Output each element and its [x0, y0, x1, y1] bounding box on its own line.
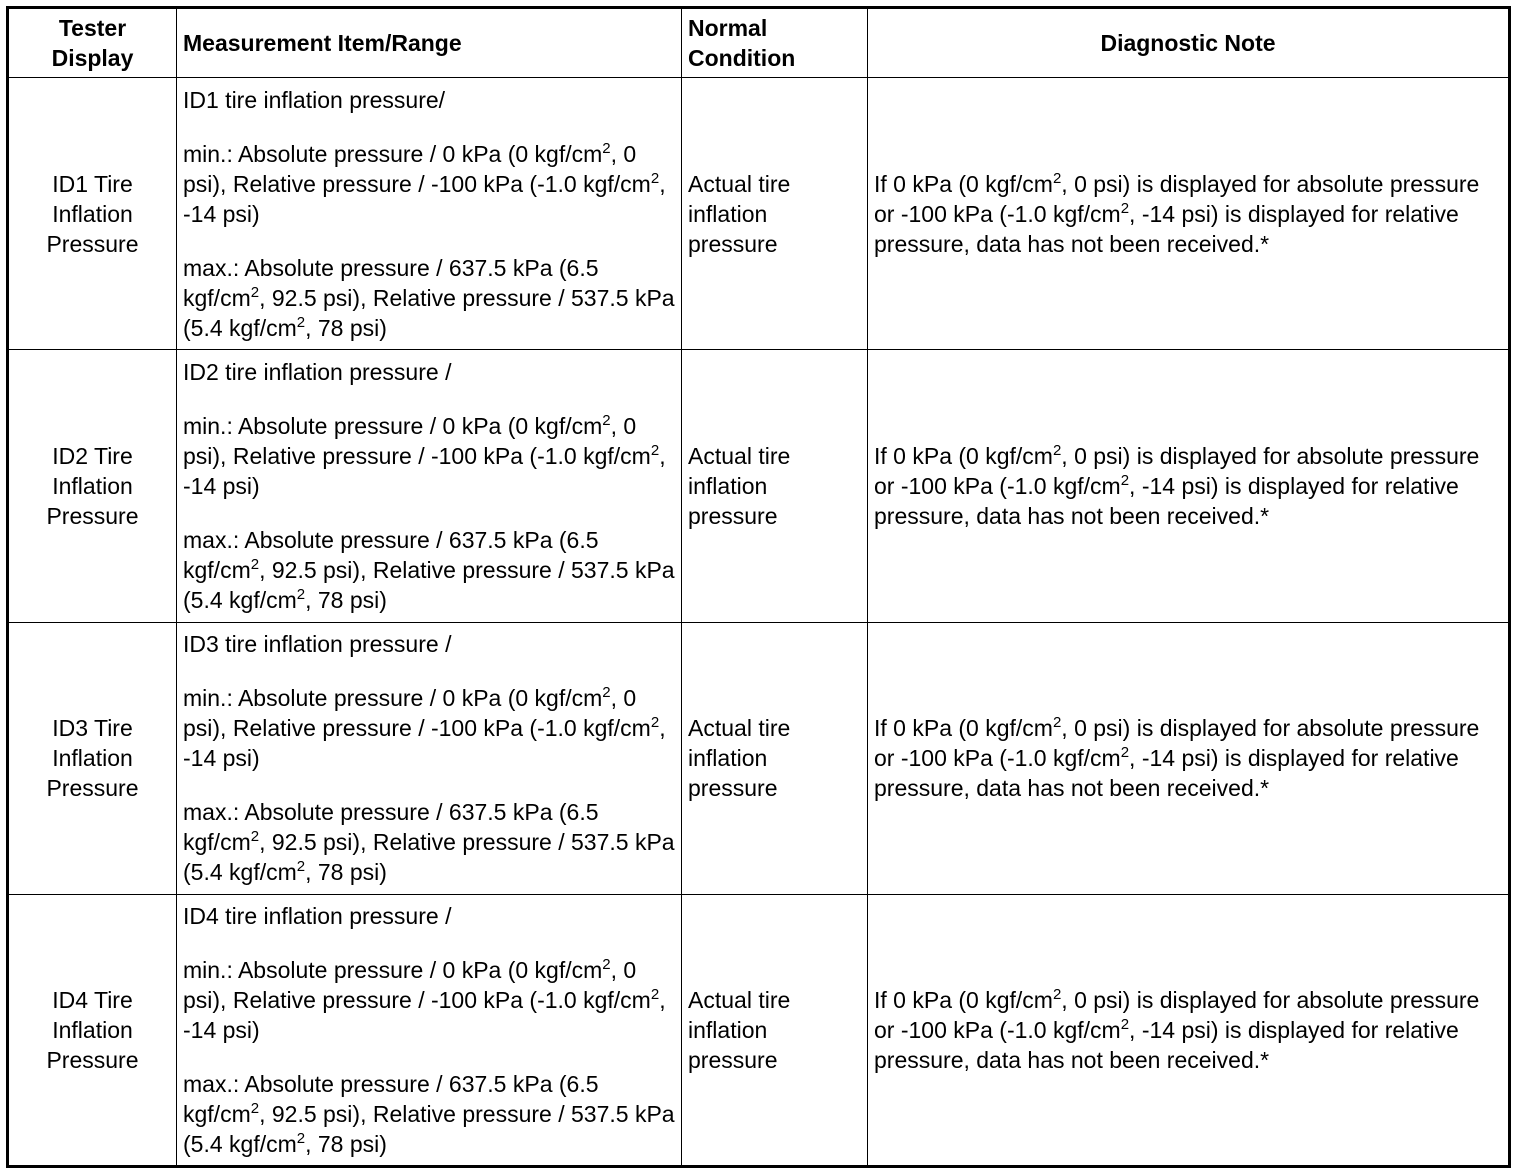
header-measurement-item: Measurement Item/Range — [177, 8, 682, 78]
item-label: ID2 tire inflation pressure / — [183, 358, 452, 385]
min-range-text: min.: Absolute pressure / 0 kPa (0 kgf/$cm^2$, 0 psi), Relative pressure / -100 kPa (-1.0 kgf/$cm^2$, -14 psi) — [183, 955, 666, 1043]
header-normal-condition: Normal Condition — [682, 8, 868, 78]
table-row — [8, 622, 1510, 894]
normal-condition-cell: Actual tire inflation pressure — [682, 622, 868, 894]
item-label: ID3 tire inflation pressure / — [183, 631, 452, 658]
min-range-text: min.: Absolute pressure / 0 kPa (0 kgf/$cm^2$, 0 psi), Relative pressure / -100 kPa (-1.0 kgf/$cm^2$, -14 psi) — [183, 411, 666, 499]
table-row — [8, 894, 1510, 1166]
diagnostic-note-cell: If 0 kPa (0 kgf/$cm^2$, 0 psi) is displayed for absolute pressure or -100 kPa (-1.0 kgf/$cm^2$, -14 psi) is displayed for relative pressure, data has not been received.* — [868, 894, 1510, 1166]
max-range-text: max.: Absolute pressure / 637.5 kPa (6.5 kgf/$cm^2$, 92.5 psi), Relative pressure / 537.5 kPa (5.4 kgf/$cm^2$, 78 psi) — [183, 526, 675, 613]
max-range-text: max.: Absolute pressure / 637.5 kPa (6.5 kgf/$cm^2$, 92.5 psi), Relative pressure / 537.5 kPa (5.4 kgf/$cm^2$, 78 psi) — [183, 254, 675, 341]
header-diagnostic-note: Diagnostic Note — [868, 8, 1510, 78]
tester-display-cell: ID3 Tire Inflation Pressure — [8, 622, 177, 894]
measurement-range-cell — [177, 894, 682, 1166]
table-row — [8, 78, 1510, 350]
table-body — [8, 78, 1510, 1167]
tester-display-cell: ID1 Tire Inflation Pressure — [8, 78, 177, 350]
header-tester-display: Tester Display — [8, 8, 177, 78]
tester-display-cell: ID2 Tire Inflation Pressure — [8, 350, 177, 622]
data-monitor-table — [6, 6, 1511, 1168]
item-label: ID1 tire inflation pressure/ — [183, 86, 446, 113]
diagnostic-note-cell: If 0 kPa (0 kgf/$cm^2$, 0 psi) is displayed for absolute pressure or -100 kPa (-1.0 kgf/$cm^2$, -14 psi) is displayed for relative pressure, data has not been received.* — [868, 350, 1510, 622]
diagnostic-note-cell: If 0 kPa (0 kgf/$cm^2$, 0 psi) is displayed for absolute pressure or -100 kPa (-1.0 kgf/$cm^2$, -14 psi) is displayed for relative pressure, data has not been received.* — [868, 622, 1510, 894]
normal-condition-cell: Actual tire inflation pressure — [682, 894, 868, 1166]
min-range-text: min.: Absolute pressure / 0 kPa (0 kgf/$cm^2$, 0 psi), Relative pressure / -100 kPa (-1.0 kgf/$cm^2$, -14 psi) — [183, 139, 666, 227]
normal-condition-cell: Actual tire inflation pressure — [682, 350, 868, 622]
measurement-range-cell — [177, 350, 682, 622]
measurement-range-cell — [177, 78, 682, 350]
table-header — [8, 8, 1510, 78]
tester-display-cell: ID4 Tire Inflation Pressure — [8, 894, 177, 1166]
max-range-text: max.: Absolute pressure / 637.5 kPa (6.5 kgf/$cm^2$, 92.5 psi), Relative pressure / 537.5 kPa (5.4 kgf/$cm^2$, 78 psi) — [183, 1070, 675, 1157]
measurement-range-cell — [177, 622, 682, 894]
header-row — [8, 8, 1510, 78]
table-row — [8, 350, 1510, 622]
min-range-text: min.: Absolute pressure / 0 kPa (0 kgf/$cm^2$, 0 psi), Relative pressure / -100 kPa (-1.0 kgf/$cm^2$, -14 psi) — [183, 684, 666, 772]
normal-condition-cell: Actual tire inflation pressure — [682, 78, 868, 350]
max-range-text: max.: Absolute pressure / 637.5 kPa (6.5 kgf/$cm^2$, 92.5 psi), Relative pressure / 537.5 kPa (5.4 kgf/$cm^2$, 78 psi) — [183, 799, 675, 886]
diagnostic-note-cell: If 0 kPa (0 kgf/$cm^2$, 0 psi) is displayed for absolute pressure or -100 kPa (-1.0 kgf/$cm^2$, -14 psi) is displayed for relative pressure, data has not been received.* — [868, 78, 1510, 350]
item-label: ID4 tire inflation pressure / — [183, 902, 452, 929]
